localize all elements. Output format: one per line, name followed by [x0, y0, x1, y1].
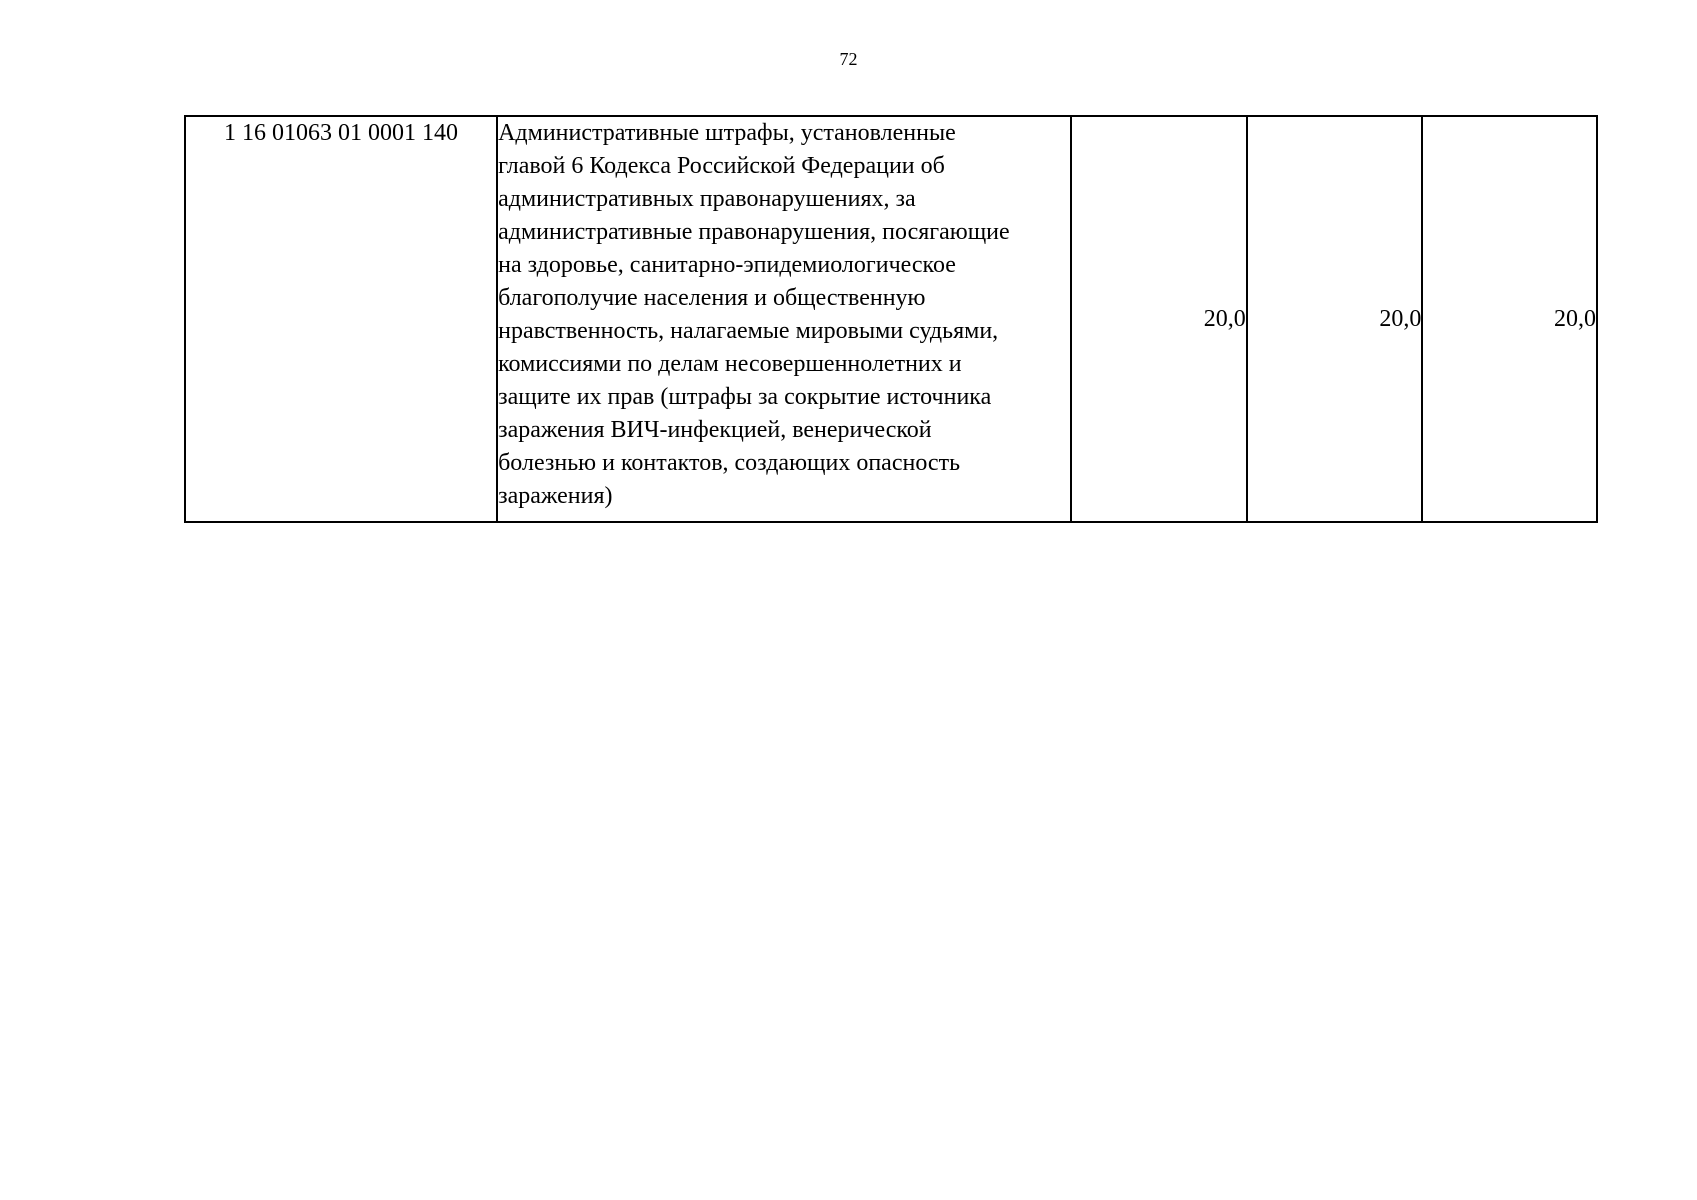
description-cell: Административные штрафы, установленные главой 6 Кодекса Российской Федерации об административных правонарушениях, за административные правонарушения, посягающие на здоровье, санитарно-эпидемиологическое благополучие населения и общественную нравственность, налагаемые мировыми судьями, комиссиями по делам несовершеннолетних и защите их прав (штрафы за сокрытие источника заражения ВИЧ-инфекцией, венерической болезнью и контактов, создающих опасность заражения)	[497, 116, 1071, 522]
value-cell-3: 20,0	[1422, 116, 1597, 522]
page-number: 72	[839, 49, 858, 69]
value-cell-1: 20,0	[1071, 116, 1247, 522]
budget-table	[184, 115, 1598, 523]
budget-code-cell: 1 16 01063 01 0001 140	[185, 116, 497, 522]
table-row	[185, 116, 1597, 522]
value-cell-2: 20,0	[1247, 116, 1423, 522]
